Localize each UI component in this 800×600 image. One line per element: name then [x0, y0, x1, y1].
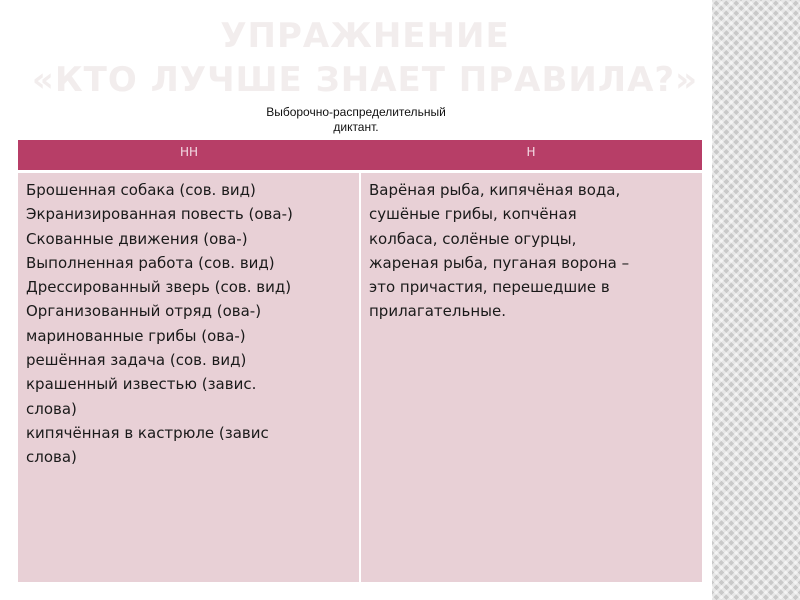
n-line: жареная рыба, пуганая ворона – — [369, 253, 630, 272]
slide-subtitle — [226, 105, 486, 135]
nn-line: крашенный известью (завис. — [26, 375, 257, 394]
nn-line: Скованные движения (ова-) — [26, 229, 248, 248]
cell-n-examples — [369, 178, 695, 324]
dictation-table — [18, 140, 702, 582]
decorative-side-band — [712, 0, 800, 600]
header-n: Н — [526, 145, 536, 159]
n-line: это причастия, перешедшие в — [369, 278, 610, 297]
n-line: колбаса, солёные огурцы, — [369, 229, 577, 248]
subtitle-line-2: диктант. — [333, 120, 379, 134]
nn-line: маринованные грибы (ова-) — [26, 326, 246, 345]
nn-line: слова) — [26, 448, 77, 467]
n-line: Варёная рыба, кипячёная вода, — [369, 181, 621, 199]
n-line: прилагательные. — [369, 302, 506, 321]
column-divider — [359, 170, 361, 582]
nn-line: Дрессированный зверь (сов. вид) — [26, 278, 292, 297]
nn-line: кипячённая в кастрюле (завис — [26, 423, 269, 442]
nn-line: Брошенная собака (сов. вид) — [26, 181, 256, 199]
title-line-1: УПРАЖНЕНИЕ — [220, 16, 510, 56]
n-line: сушёные грибы, копчёная — [369, 205, 577, 224]
cell-nn-examples — [26, 178, 356, 470]
title-line-2: «КТО ЛУЧШЕ ЗНАЕТ ПРАВИЛА?» — [31, 60, 699, 100]
header-nn: НН — [179, 145, 199, 159]
slide-title — [30, 14, 700, 102]
subtitle-line-1: Выборочно-распределительный — [266, 105, 446, 119]
nn-line: слова) — [26, 399, 77, 418]
nn-line: Экранизированная повесть (ова-) — [26, 205, 293, 224]
nn-line: Выполненная работа (сов. вид) — [26, 253, 275, 272]
table-header-row — [18, 140, 702, 170]
nn-line: Организованный отряд (ова-) — [26, 302, 262, 321]
nn-line: решённая задача (сов. вид) — [26, 351, 247, 370]
